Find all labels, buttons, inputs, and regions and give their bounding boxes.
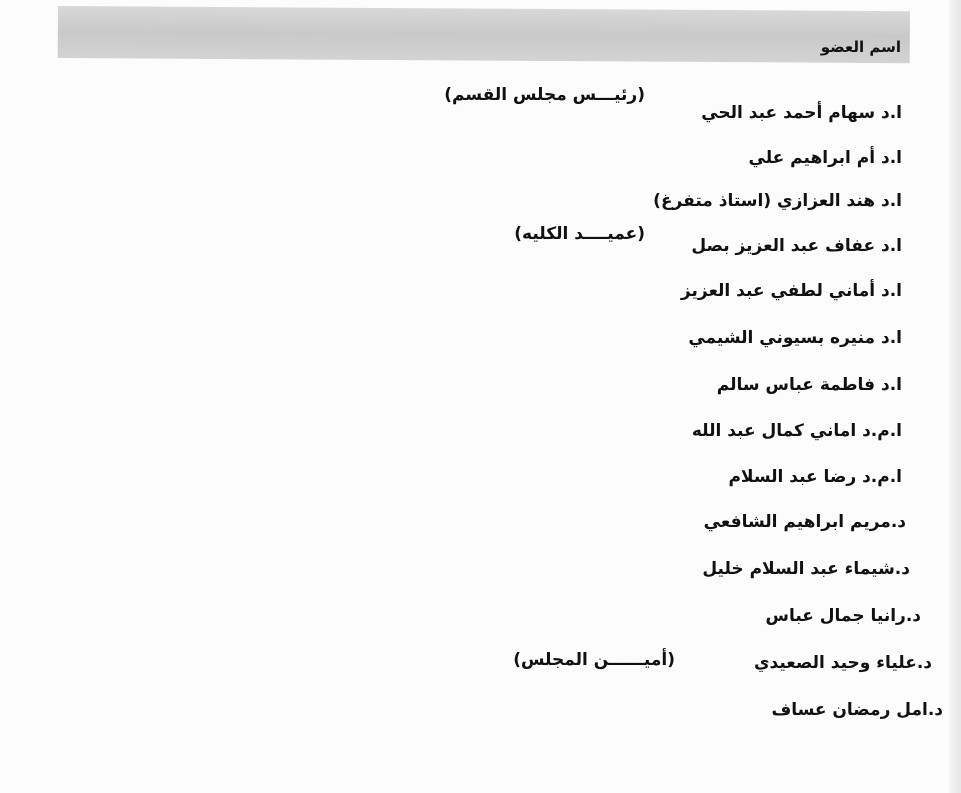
- member-name-10: د.مريم ابراهيم الشافعي: [703, 512, 906, 532]
- member-name-column-header: اسم العضو: [820, 38, 901, 56]
- member-name-5: ا.د أماني لطفي عبد العزيز: [680, 281, 902, 301]
- member-name-12: د.رانيا جمال عباس: [765, 606, 921, 626]
- member-name-6: ا.د منيره بسيوني الشيمي: [688, 328, 902, 348]
- member-name-14: د.امل رمضان عساف: [771, 700, 943, 720]
- member-role-13: (أميــــــن المجلس): [513, 650, 675, 670]
- member-name-9: ا.م.د رضا عبد السلام: [728, 467, 902, 487]
- member-role-4: (عميــــد الكليه): [514, 224, 645, 244]
- member-name-8: ا.م.د اماني كمال عبد الله: [691, 421, 902, 441]
- member-name-11: د.شيماء عبد السلام خليل: [702, 559, 910, 579]
- table-header-bar: [58, 6, 910, 63]
- member-name-1: ا.د سهام أحمد عبد الحي: [701, 103, 902, 123]
- member-name-3: ا.د هند العزازي (استاذ متفرغ): [653, 191, 902, 211]
- member-name-7: ا.د فاطمة عباس سالم: [716, 375, 902, 395]
- member-name-13: د.علياء وحيد الصعيدي: [753, 653, 932, 673]
- member-role-1: (رئيـــس مجلس القسم): [444, 85, 645, 105]
- member-name-4: ا.د عفاف عبد العزيز بصل: [691, 236, 902, 256]
- member-name-2: ا.د أم ابراهيم علي: [748, 148, 902, 168]
- page-edge-shadow: [949, 0, 961, 793]
